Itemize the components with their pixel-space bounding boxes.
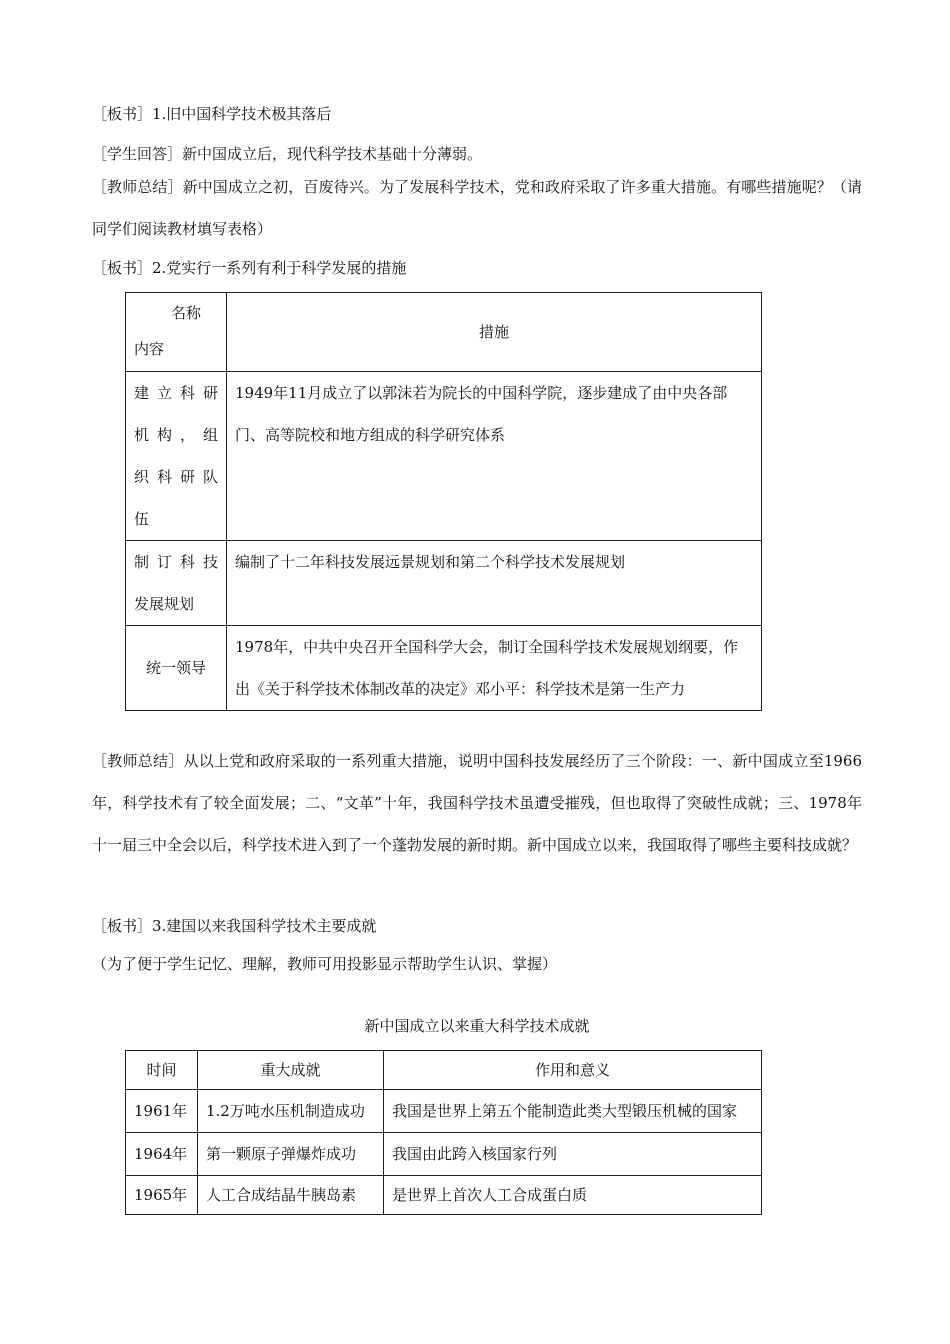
achievements-table-title: 新中国成立以来重大科学技术成就 (364, 1017, 590, 1035)
achievement-cell: 第一颗原子弹爆炸成功 (198, 1133, 384, 1176)
table-header-row (126, 1051, 762, 1090)
teacher-summary-2: ［教师总结］从以上党和政府采取的一系列重大措施，说明中国科技发展经历了三个阶段：一、新中国成立至1966年，科学技术有了较全面发展；二、“文革”十年，我国科学技术虽遭受摧残，但也取得了突破性成就；三、1978年十一届三中全会以后，科学技术进入到了一个蓬勃发展的新时期。新中国成立以来，我国取得了哪些主要科技成就？ (92, 752, 862, 854)
board-note-1: ［板书］1.旧中国科学技术极其落后 (92, 105, 332, 123)
category-cell (126, 372, 227, 541)
year-cell: 1965年 (126, 1176, 198, 1215)
category-line: 织科研队 (134, 468, 218, 486)
achievements-table (125, 1050, 762, 1215)
board-note-2: ［板书］2.党实行一系列有利于科学发展的措施 (92, 259, 407, 277)
table-row (126, 1176, 762, 1215)
significance-cell: 我国是世界上第五个能制造此类大型锻压机械的国家 (384, 1090, 762, 1133)
header-achievement: 重大成就 (198, 1051, 384, 1090)
board-note-3: ［板书］3.建国以来我国科学技术主要成就 (92, 917, 377, 935)
measure-cell: 编制了十二年科技发展远景规划和第二个科学技术发展规划 (227, 541, 762, 626)
header-name-label: 名称 (170, 304, 201, 322)
measure-cell: 1949年11月成立了以郭沫若为院长的中国科学院，逐步建成了由中央各部门、高等院校和地方组成的科学研究体系 (227, 372, 762, 541)
header-time: 时间 (126, 1051, 198, 1090)
category-line: 发展规划 (134, 595, 195, 613)
table-row (126, 1090, 762, 1133)
table-row (126, 541, 762, 626)
year-cell: 1961年 (126, 1090, 198, 1133)
measure-cell: 1978年，中共中央召开全国科学大会，制订全国科学技术发展规划纲要，作出《关于科学技术体制改革的决定》邓小平：科学技术是第一生产力 (227, 626, 762, 711)
projection-note: （为了便于学生记忆、理解，教师可用投影显示帮助学生认识、掌握） (92, 955, 558, 973)
table-row (126, 372, 762, 541)
achievement-cell: 1.2万吨水压机制造成功 (198, 1090, 384, 1133)
achievement-cell: 人工合成结晶牛胰岛素 (198, 1176, 384, 1215)
category-line: 建立科研 (134, 384, 218, 402)
measures-table (125, 292, 762, 711)
significance-cell: 我国由此跨入核国家行列 (384, 1133, 762, 1176)
student-answer: ［学生回答］新中国成立后，现代科学技术基础十分薄弱。 (92, 145, 483, 163)
significance-cell: 是世界上首次人工合成蛋白质 (384, 1176, 762, 1215)
teacher-summary-1: ［教师总结］新中国成立之初，百废待兴。为了发展科学技术，党和政府采取了许多重大措施。有哪些措施呢？（请同学们阅读教材填写表格） (92, 178, 862, 238)
category-cell: 统一领导 (126, 626, 227, 711)
table-header-row (126, 293, 762, 372)
category-line: 伍 (134, 510, 150, 528)
year-cell: 1964年 (126, 1133, 198, 1176)
table-row (126, 1133, 762, 1176)
table-row (126, 626, 762, 711)
header-diagonal-cell (126, 293, 227, 372)
header-content-label: 内容 (134, 340, 165, 358)
category-line: 机构，组 (134, 426, 218, 444)
category-cell (126, 541, 227, 626)
category-line: 制订科技 (134, 553, 218, 571)
header-measures: 措施 (227, 293, 762, 372)
header-significance: 作用和意义 (384, 1051, 762, 1090)
